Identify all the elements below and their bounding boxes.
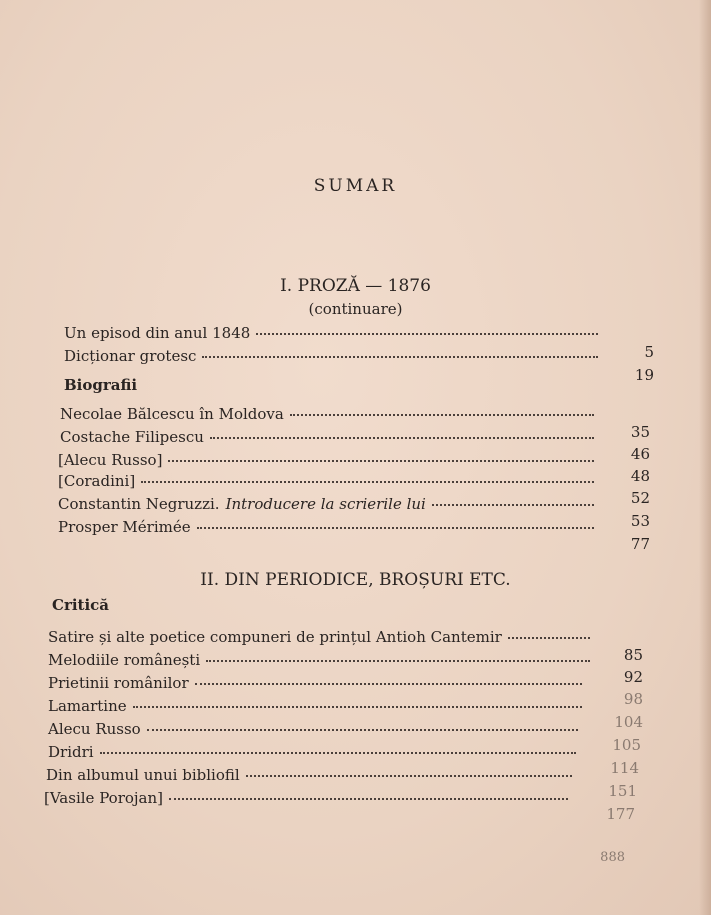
- entry-title: Lamartine: [48, 697, 127, 715]
- footer-page-number: 888: [600, 850, 625, 865]
- dot-leader: [290, 414, 594, 416]
- entry-page-number: 104: [614, 713, 643, 731]
- entry-title: Alecu Russo: [48, 720, 141, 738]
- entry-page-number: 5: [644, 343, 654, 361]
- entry-page-number: 53: [630, 512, 650, 530]
- entry-title: Costache Filipescu: [60, 428, 204, 446]
- entry-title: Dridri: [48, 743, 94, 761]
- toc-entry[interactable]: [48, 697, 588, 715]
- dot-leader: [141, 481, 594, 483]
- toc-entry[interactable]: [58, 495, 600, 513]
- toc-entry[interactable]: [44, 789, 574, 807]
- entry-page-number: 92: [623, 668, 643, 686]
- group-heading-biografii: Biografii: [64, 376, 138, 394]
- entry-title: Un episod din anul 1848: [64, 324, 251, 342]
- entry-title: Melodiile românești: [48, 651, 201, 669]
- toc-entry[interactable]: [48, 674, 588, 692]
- dot-leader: [197, 527, 594, 529]
- entry-title: Constantin Negruzzi.: [58, 495, 220, 513]
- entry-title: Necolae Bălcescu în Moldova: [60, 405, 284, 423]
- toc-entry[interactable]: [64, 347, 604, 365]
- entry-title: Satire și alte poetice compuneri de prințul Antioh Cantemir: [48, 628, 502, 646]
- entry-page-number: 114: [610, 759, 639, 777]
- dot-leader: [432, 504, 594, 506]
- entry-title: [Vasile Porojan]: [44, 789, 164, 807]
- entry-page-number: 48: [630, 467, 650, 485]
- dot-leader: [147, 729, 578, 731]
- dot-leader: [100, 752, 576, 754]
- toc-entry[interactable]: [48, 628, 596, 646]
- toc-entry[interactable]: [60, 428, 600, 446]
- page-title: SUMAR: [313, 176, 398, 196]
- entry-page-number: 105: [612, 736, 641, 754]
- entry-title: Din albumul unui bibliofil: [46, 766, 240, 784]
- group-heading-critica: Critică: [52, 596, 110, 614]
- section-heading-1: I. PROZĂ — 1876: [280, 276, 431, 296]
- entry-title: [Alecu Russo]: [58, 451, 163, 469]
- entry-page-number: 77: [630, 535, 650, 553]
- entry-title: Prosper Mérimée: [58, 518, 191, 536]
- entry-title: [Coradini]: [58, 472, 136, 490]
- dot-leader: [169, 798, 568, 800]
- entry-title-italic: Introducere la scrierile lui: [225, 495, 426, 513]
- dot-leader: [256, 333, 598, 335]
- toc-entry[interactable]: [48, 651, 596, 669]
- toc-entry[interactable]: [58, 518, 600, 536]
- dot-leader: [202, 356, 598, 358]
- dot-leader: [206, 660, 590, 662]
- entry-title: Prietinii românilor: [48, 674, 189, 692]
- entry-page-number: 151: [608, 782, 637, 800]
- toc-entry[interactable]: [58, 472, 600, 490]
- toc-entry[interactable]: [48, 720, 584, 738]
- entry-page-number: 85: [623, 646, 643, 664]
- toc-entry[interactable]: [64, 324, 604, 342]
- entry-page-number: 52: [630, 489, 650, 507]
- page-edge: [699, 0, 711, 915]
- toc-entry[interactable]: [60, 405, 600, 423]
- dot-leader: [168, 460, 594, 462]
- dot-leader: [210, 437, 594, 439]
- entry-title: Dicționar grotesc: [64, 347, 197, 365]
- entry-page-number: 177: [606, 805, 635, 823]
- dot-leader: [133, 706, 582, 708]
- toc-entry[interactable]: [46, 766, 578, 784]
- section-subheading-1: (continuare): [308, 300, 403, 318]
- dot-leader: [195, 683, 582, 685]
- toc-entry[interactable]: [48, 743, 582, 761]
- entry-page-number: 46: [630, 445, 650, 463]
- dot-leader: [508, 637, 590, 639]
- entry-page-number: 19: [634, 366, 654, 384]
- entry-page-number: 98: [623, 690, 643, 708]
- dot-leader: [246, 775, 572, 777]
- entry-page-number: 35: [630, 423, 650, 441]
- toc-entry[interactable]: [58, 451, 600, 469]
- section-heading-2: II. DIN PERIODICE, BROȘURI ETC.: [200, 570, 511, 590]
